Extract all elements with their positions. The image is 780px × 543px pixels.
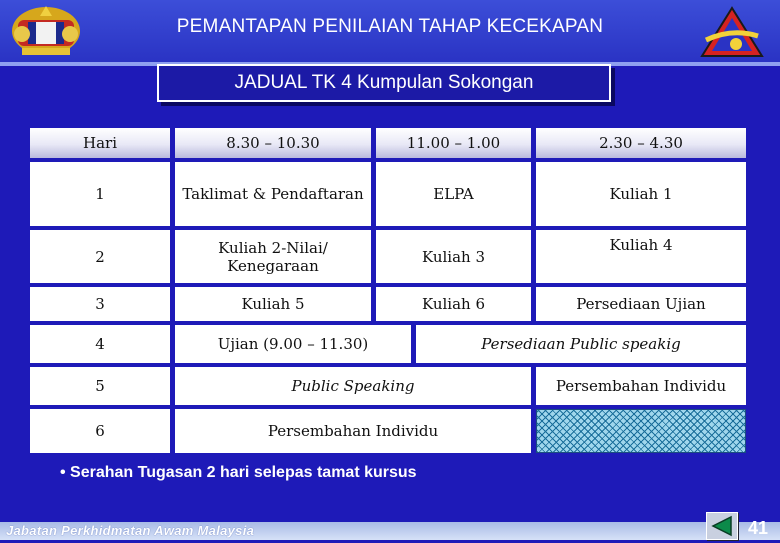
header-cell-slot-2: 11.00 – 1.00 bbox=[376, 128, 531, 158]
submission-note: • Serahan Tugasan 2 hari selepas tamat kursus bbox=[60, 464, 417, 481]
table-cell-day: 2 bbox=[30, 230, 170, 283]
table-cell: Ujian (9.00 – 11.30) bbox=[175, 325, 411, 363]
table-cell: Persediaan Ujian bbox=[536, 287, 746, 321]
table-cell: Persembahan Individu bbox=[175, 409, 531, 453]
back-arrow-icon bbox=[707, 513, 737, 539]
table-cell-day: 6 bbox=[30, 409, 170, 453]
schedule-table bbox=[30, 128, 746, 456]
table-cell: Persembahan Individu bbox=[536, 367, 746, 405]
table-cell-day: 4 bbox=[30, 325, 170, 363]
table-cell-day: 1 bbox=[30, 162, 170, 226]
page-number: 41 bbox=[748, 518, 769, 538]
header-cell-slot-1: 8.30 – 10.30 bbox=[175, 128, 371, 158]
table-cell: Public Speaking bbox=[175, 367, 531, 405]
hatched-empty-cell bbox=[536, 409, 746, 453]
table-cell-day: 3 bbox=[30, 287, 170, 321]
jpa-emblem-icon bbox=[700, 6, 764, 58]
table-cell: Kuliah 6 bbox=[376, 287, 531, 321]
header-cell-day: Hari bbox=[30, 128, 170, 158]
back-button[interactable] bbox=[706, 512, 738, 540]
table-cell: Taklimat & Pendaftaran bbox=[175, 162, 371, 226]
page-title: PEMANTAPAN PENILAIAN TAHAP KECEKAPAN bbox=[176, 16, 604, 37]
schedule-subtitle: JADUAL TK 4 Kumpulan Sokongan bbox=[157, 64, 611, 102]
table-cell: Kuliah 1 bbox=[536, 162, 746, 226]
table-cell: Kuliah 5 bbox=[175, 287, 371, 321]
table-cell: Persediaan Public speakig bbox=[416, 325, 746, 363]
table-cell: Kuliah 4 bbox=[536, 230, 746, 283]
footer-organization: Jabatan Perkhidmatan Awam Malaysia bbox=[6, 523, 255, 538]
table-cell-day: 5 bbox=[30, 367, 170, 405]
table-cell: Kuliah 2-Nilai/ Kenegaraan bbox=[175, 230, 371, 283]
table-cell: ELPA bbox=[376, 162, 531, 226]
header-cell-slot-3: 2.30 – 4.30 bbox=[536, 128, 746, 158]
table-cell: Kuliah 3 bbox=[376, 230, 531, 283]
